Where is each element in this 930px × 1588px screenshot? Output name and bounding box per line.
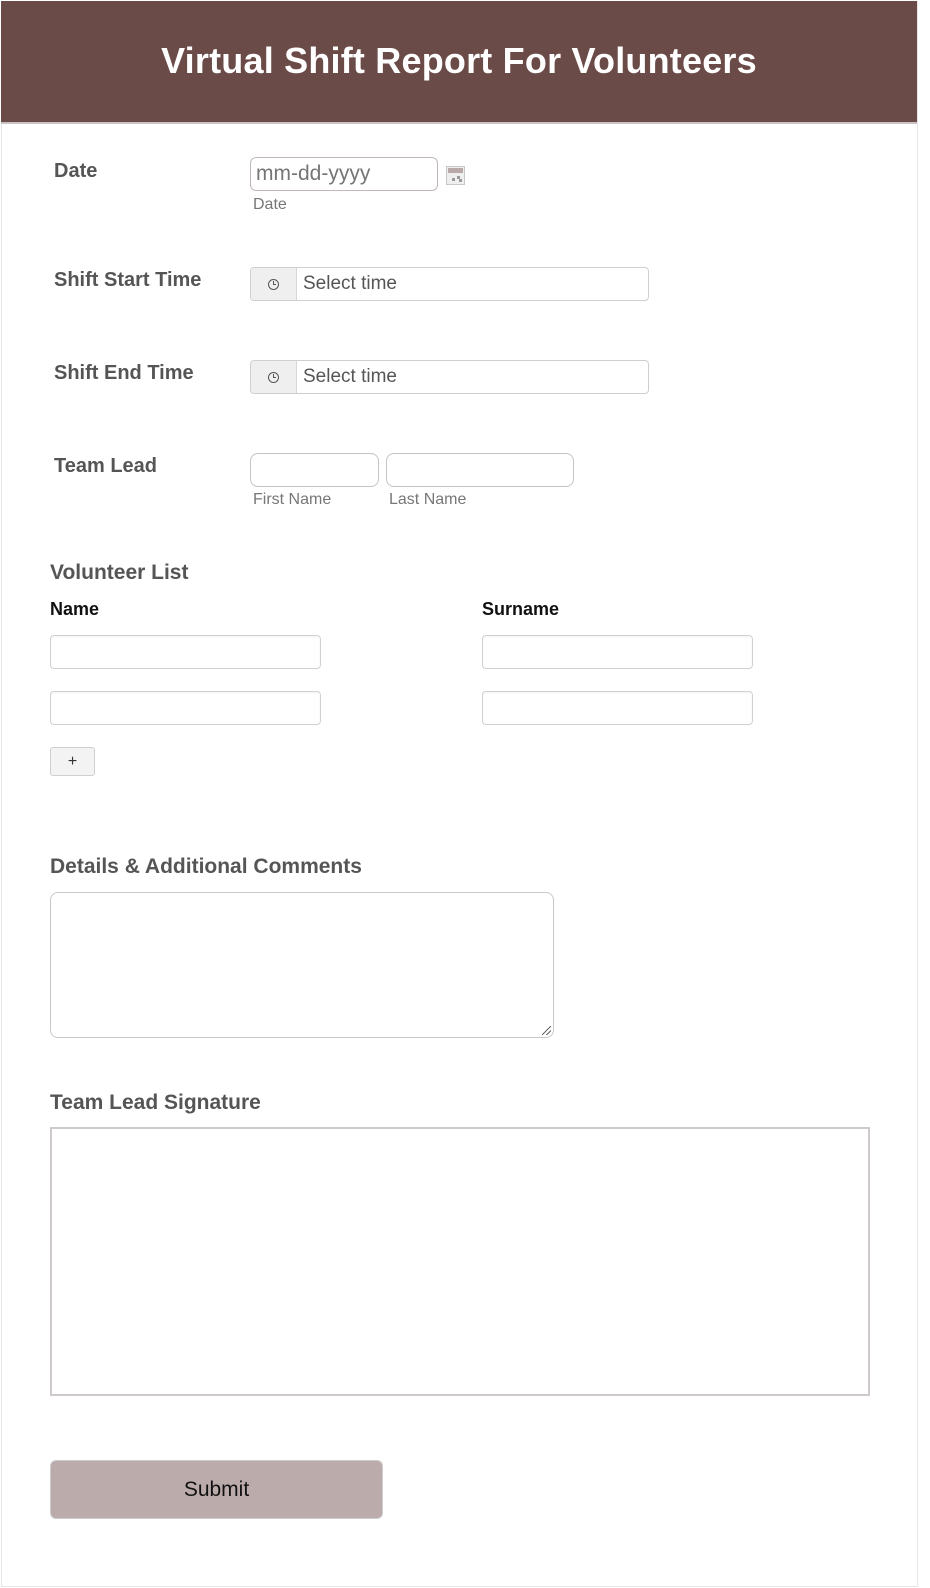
date-input[interactable] [250,157,438,191]
add-volunteer-row-button[interactable]: + [50,747,95,776]
volunteer-row-1-surname-input[interactable] [482,635,753,669]
shift-end-clock-button[interactable] [251,361,297,393]
shift-start-time-input[interactable]: Select time [303,273,397,294]
shift-start-label: Shift Start Time [54,269,202,291]
volunteer-row-2-surname-input[interactable] [482,691,753,725]
submit-button[interactable]: Submit [50,1460,383,1519]
date-sublabel: Date [253,196,287,213]
volunteer-row-2-name-input[interactable] [50,691,321,725]
volunteer-list-title: Volunteer List [50,561,189,584]
comments-textarea[interactable] [50,892,554,1038]
date-label: Date [54,160,98,182]
first-name-sublabel: First Name [253,491,332,508]
signature-label: Team Lead Signature [50,1091,261,1114]
volunteer-row-1-name-input[interactable] [50,635,321,669]
volunteer-surname-column-header: Surname [482,599,560,619]
shift-end-time-input[interactable]: Select time [303,366,397,387]
team-lead-first-name-input[interactable] [250,453,379,487]
signature-pad[interactable] [50,1127,870,1396]
calendar-icon[interactable] [446,166,465,185]
volunteer-name-column-header: Name [50,599,100,619]
team-lead-last-name-input[interactable] [386,453,574,487]
last-name-sublabel: Last Name [389,491,467,508]
form-header [1,1,917,124]
comments-label: Details & Additional Comments [50,855,362,878]
shift-start-time-picker[interactable] [250,267,649,301]
resize-handle-icon[interactable] [542,1026,551,1035]
clock-icon [268,372,279,383]
shift-end-time-picker[interactable] [250,360,649,394]
clock-icon [268,279,279,290]
team-lead-label: Team Lead [54,455,157,477]
form-title: Virtual Shift Report For Volunteers [161,39,757,81]
shift-start-clock-button[interactable] [251,268,297,300]
shift-end-label: Shift End Time [54,362,194,384]
